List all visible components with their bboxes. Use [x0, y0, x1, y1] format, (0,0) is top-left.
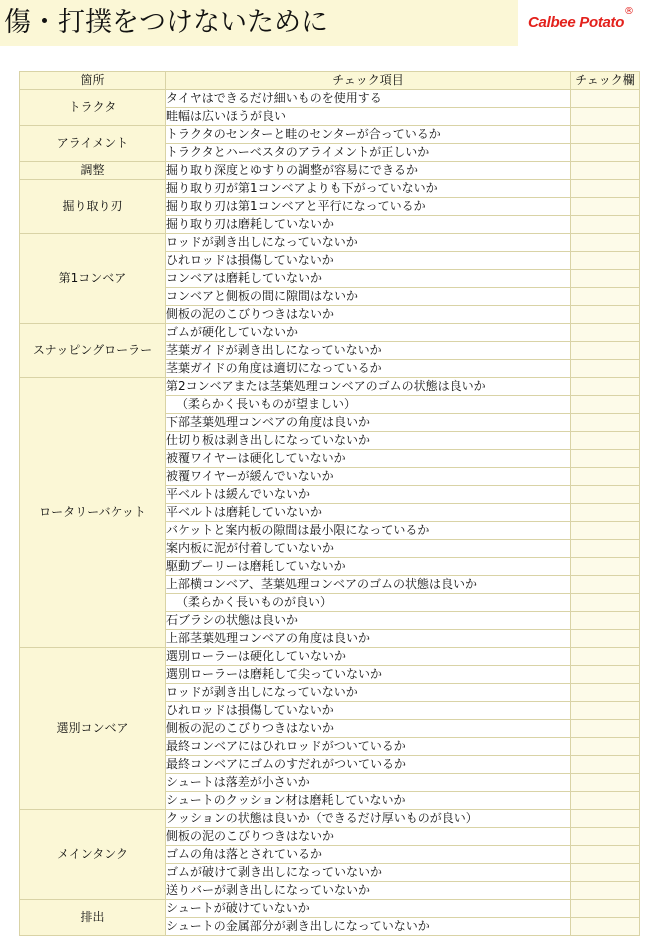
check-box-cell[interactable]: [571, 396, 640, 414]
check-item-cell: シュートは落差が小さいか: [166, 774, 571, 792]
check-item-cell: 石ブラシの状態は良いか: [166, 612, 571, 630]
part-cell: ロータリーバケット: [20, 378, 166, 648]
check-item-cell: コンベアと側板の間に隙間はないか: [166, 288, 571, 306]
check-box-cell[interactable]: [571, 288, 640, 306]
check-item-cell: ゴムが破けて剥き出しになっていないか: [166, 864, 571, 882]
check-item-cell: 側板の泥のこびりつきはないか: [166, 828, 571, 846]
check-item-cell: ゴムの角は落とされているか: [166, 846, 571, 864]
check-box-cell[interactable]: [571, 450, 640, 468]
check-item-cell: バケットと案内板の隙間は最小限になっているか: [166, 522, 571, 540]
check-item-cell: 畦幅は広いほうが良い: [166, 108, 571, 126]
header-row: [20, 72, 640, 90]
check-item-cell: 掘り取り刃は磨耗していないか: [166, 216, 571, 234]
checklist-table: [19, 71, 640, 936]
check-box-cell[interactable]: [571, 108, 640, 126]
check-box-cell[interactable]: [571, 414, 640, 432]
check-box-cell[interactable]: [571, 468, 640, 486]
check-item-cell: シュートが破けていないか: [166, 900, 571, 918]
check-box-cell[interactable]: [571, 828, 640, 846]
check-box-cell[interactable]: [571, 522, 640, 540]
check-item-cell: 茎葉ガイドの角度は適切になっているか: [166, 360, 571, 378]
check-box-cell[interactable]: [571, 918, 640, 936]
table-row: [20, 234, 640, 252]
check-box-cell[interactable]: [571, 864, 640, 882]
check-box-cell[interactable]: [571, 216, 640, 234]
check-box-cell[interactable]: [571, 306, 640, 324]
check-box-cell[interactable]: [571, 702, 640, 720]
part-cell: 調整: [20, 162, 166, 180]
check-item-cell: ひれロッドは損傷していないか: [166, 702, 571, 720]
check-box-cell[interactable]: [571, 504, 640, 522]
check-box-cell[interactable]: [571, 720, 640, 738]
table-row: [20, 900, 640, 918]
table-row: [20, 180, 640, 198]
check-box-cell[interactable]: [571, 756, 640, 774]
check-box-cell[interactable]: [571, 882, 640, 900]
check-item-cell: 仕切り板は剥き出しになっていないか: [166, 432, 571, 450]
check-box-cell[interactable]: [571, 324, 640, 342]
part-cell: アライメント: [20, 126, 166, 162]
logo-registered-mark: ®: [624, 6, 634, 17]
check-item-cell: ひれロッドは損傷していないか: [166, 252, 571, 270]
check-box-cell[interactable]: [571, 90, 640, 108]
check-item-cell: 掘り取り刃は第1コンベアと平行になっているか: [166, 198, 571, 216]
check-item-cell: 上部横コンベア、茎葉処理コンベアのゴムの状態は良いか: [166, 576, 571, 594]
calbee-potato-logo: [528, 6, 646, 40]
part-cell: 選別コンベア: [20, 648, 166, 810]
check-item-cell: クッションの状態は良いか（できるだけ厚いものが良い）: [166, 810, 571, 828]
check-box-cell[interactable]: [571, 792, 640, 810]
check-item-cell: 選別ローラーは硬化していないか: [166, 648, 571, 666]
check-item-cell: 送りバーが剥き出しになっていないか: [166, 882, 571, 900]
check-item-cell: タイヤはできるだけ細いものを使用する: [166, 90, 571, 108]
table-row: [20, 810, 640, 828]
check-box-cell[interactable]: [571, 162, 640, 180]
check-item-cell: 被覆ワイヤーが緩んでいないか: [166, 468, 571, 486]
check-box-cell[interactable]: [571, 378, 640, 396]
check-box-cell[interactable]: [571, 540, 640, 558]
part-cell: スナッピングローラー: [20, 324, 166, 378]
check-box-cell[interactable]: [571, 432, 640, 450]
check-box-cell[interactable]: [571, 612, 640, 630]
check-item-cell: トラクタとハーベスタのアライメントが正しいか: [166, 144, 571, 162]
check-box-cell[interactable]: [571, 486, 640, 504]
part-cell: 掘り取り刃: [20, 180, 166, 234]
check-item-cell: 茎葉ガイドが剥き出しになっていないか: [166, 342, 571, 360]
part-cell: 排出: [20, 900, 166, 936]
check-box-cell[interactable]: [571, 342, 640, 360]
check-item-cell: （柔らかく長いものが望ましい）: [166, 396, 571, 414]
check-box-cell[interactable]: [571, 576, 640, 594]
part-cell: 第1コンベア: [20, 234, 166, 324]
check-box-cell[interactable]: [571, 684, 640, 702]
table-row: [20, 324, 640, 342]
check-item-cell: 側板の泥のこびりつきはないか: [166, 720, 571, 738]
check-item-cell: コンベアは磨耗していないか: [166, 270, 571, 288]
check-item-cell: 被覆ワイヤーは硬化していないか: [166, 450, 571, 468]
header-item: チェック項目: [166, 72, 571, 90]
check-item-cell: シュートの金属部分が剥き出しになっていないか: [166, 918, 571, 936]
check-box-cell[interactable]: [571, 738, 640, 756]
table-row: [20, 378, 640, 396]
table-row: [20, 648, 640, 666]
check-box-cell[interactable]: [571, 648, 640, 666]
header-part: 箇所: [20, 72, 166, 90]
title-banner: [0, 0, 518, 46]
check-item-cell: トラクタのセンターと畦のセンターが合っているか: [166, 126, 571, 144]
check-box-cell[interactable]: [571, 594, 640, 612]
check-box-cell[interactable]: [571, 360, 640, 378]
check-box-cell[interactable]: [571, 558, 640, 576]
check-box-cell[interactable]: [571, 810, 640, 828]
check-item-cell: ゴムが硬化していないか: [166, 324, 571, 342]
check-item-cell: 掘り取り深度とゆすりの調整が容易にできるか: [166, 162, 571, 180]
check-item-cell: ロッドが剥き出しになっていないか: [166, 684, 571, 702]
check-box-cell[interactable]: [571, 198, 640, 216]
check-box-cell[interactable]: [571, 270, 640, 288]
check-box-cell[interactable]: [571, 180, 640, 198]
part-cell: メインタンク: [20, 810, 166, 900]
logo-text: Calbee Potato: [528, 14, 625, 31]
check-box-cell[interactable]: [571, 900, 640, 918]
check-box-cell[interactable]: [571, 234, 640, 252]
check-box-cell[interactable]: [571, 630, 640, 648]
check-item-cell: シュートのクッション材は磨耗していないか: [166, 792, 571, 810]
table-row: [20, 162, 640, 180]
check-item-cell: 選別ローラーは磨耗して尖っていないか: [166, 666, 571, 684]
page-title: 傷・打撲をつけないために: [4, 7, 328, 38]
check-box-cell[interactable]: [571, 666, 640, 684]
check-box-cell[interactable]: [571, 252, 640, 270]
check-item-cell: ロッドが剥き出しになっていないか: [166, 234, 571, 252]
check-item-cell: （柔らかく長いものが良い）: [166, 594, 571, 612]
check-item-cell: 平ベルトは緩んでいないか: [166, 486, 571, 504]
check-item-cell: 上部茎葉処理コンベアの角度は良いか: [166, 630, 571, 648]
check-box-cell[interactable]: [571, 144, 640, 162]
check-box-cell[interactable]: [571, 126, 640, 144]
check-box-cell[interactable]: [571, 846, 640, 864]
check-item-cell: 下部茎葉処理コンベアの角度は良いか: [166, 414, 571, 432]
check-box-cell[interactable]: [571, 774, 640, 792]
check-item-cell: 第2コンベアまたは茎葉処理コンベアのゴムの状態は良いか: [166, 378, 571, 396]
part-cell: トラクタ: [20, 90, 166, 126]
check-item-cell: 駆動プーリーは磨耗していないか: [166, 558, 571, 576]
table-row: [20, 90, 640, 108]
checklist-body: [20, 90, 640, 936]
table-row: [20, 126, 640, 144]
check-item-cell: 最終コンベアにはひれロッドがついているか: [166, 738, 571, 756]
check-item-cell: 案内板に泥が付着していないか: [166, 540, 571, 558]
check-item-cell: 掘り取り刃が第1コンベアよりも下がっていないか: [166, 180, 571, 198]
check-item-cell: 側板の泥のこびりつきはないか: [166, 306, 571, 324]
header-check: チェック欄: [571, 72, 640, 90]
check-item-cell: 最終コンベアにゴムのすだれがついているか: [166, 756, 571, 774]
check-item-cell: 平ベルトは磨耗していないか: [166, 504, 571, 522]
